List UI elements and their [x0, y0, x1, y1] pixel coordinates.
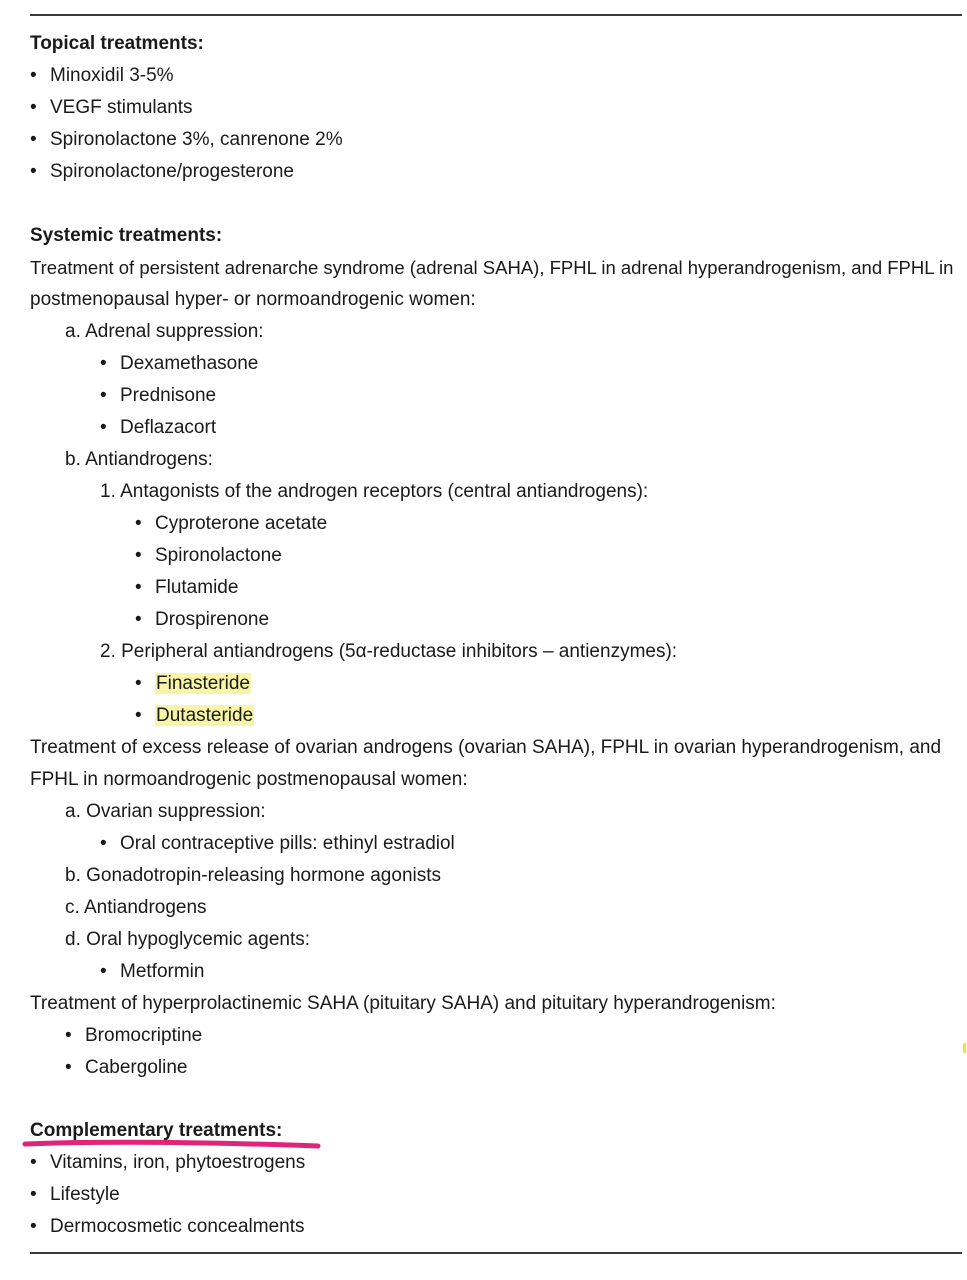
bullet-icon: • [135, 673, 142, 694]
list-item: • Bromocriptine [65, 1025, 203, 1046]
sublist-heading: b. Gonadotropin-releasing hormone agonists [65, 865, 442, 886]
bullet-icon: • [30, 161, 37, 182]
bottom-divider [30, 1252, 962, 1254]
list-item: • Lifestyle [30, 1184, 120, 1205]
list-item: • Dexamethasone [100, 353, 259, 374]
sublist-heading: d. Oral hypoglycemic agents: [65, 929, 311, 950]
sublist-heading: a. Ovarian suppression: [65, 801, 266, 822]
bullet-icon: • [100, 385, 107, 406]
list-item: • Spironolactone [135, 545, 282, 566]
list-item: • Dermocosmetic concealments [30, 1216, 305, 1237]
bullet-icon: • [100, 417, 107, 438]
highlight-mark [963, 1043, 966, 1053]
list-item: • Spironolactone/progesterone [30, 161, 295, 182]
systemic-heading: Systemic treatments: [30, 225, 223, 246]
list-item [135, 672, 251, 696]
list-item [135, 704, 254, 728]
bullet-icon: • [135, 609, 142, 630]
complementary-heading: Complementary treatments: [30, 1120, 283, 1141]
list-item: • Minoxidil 3-5% [30, 65, 174, 86]
list-item: • VEGF stimulants [30, 97, 193, 118]
bullet-icon: • [30, 65, 37, 86]
list-item: • Deflazacort [100, 417, 217, 438]
sublist-heading: a. Adrenal suppression: [65, 321, 264, 342]
bullet-icon: • [65, 1025, 72, 1046]
bullet-icon: • [30, 1152, 37, 1173]
list-item: • Cabergoline [65, 1057, 188, 1078]
paragraph-line: postmenopausal hyper- or normoandrogenic women: [30, 289, 476, 310]
paragraph-line: FPHL in normoandrogenic postmenopausal women: [30, 769, 468, 790]
bullet-icon: • [30, 1184, 37, 1205]
sublist-heading: 1. Antagonists of the androgen receptors (central antiandrogens): [100, 481, 649, 502]
bullet-icon: • [135, 545, 142, 566]
highlighted-text: Dutasteride [156, 705, 254, 726]
paragraph-line: Treatment of excess release of ovarian androgens (ovarian SAHA), FPHL in ovarian hyperandrogenism, and [30, 737, 942, 758]
list-item: • Metformin [100, 961, 205, 982]
sublist-heading: 2. Peripheral antiandrogens (5α-reductase inhibitors – antienzymes): [100, 641, 678, 662]
paragraph-line: Treatment of persistent adrenarche syndrome (adrenal SAHA), FPHL in adrenal hyperandrogenism, and FPHL in [30, 257, 954, 278]
list-item: • Cyproterone acetate [135, 513, 328, 534]
list-item: • Flutamide [135, 577, 239, 598]
list-item: • Vitamins, iron, phytoestrogens [30, 1152, 306, 1173]
bullet-icon: • [100, 961, 107, 982]
sublist-heading: c. Antiandrogens [65, 897, 207, 918]
top-divider [30, 14, 962, 16]
list-item: • Prednisone [100, 385, 217, 406]
list-item: • Drospirenone [135, 609, 270, 630]
list-item: • Oral contraceptive pills: ethinyl estradiol [100, 833, 455, 854]
bullet-icon: • [100, 353, 107, 374]
bullet-icon: • [135, 705, 142, 726]
highlighted-text: Finasteride [156, 673, 250, 694]
topical-heading: Topical treatments: [30, 33, 204, 54]
bullet-icon: • [65, 1057, 72, 1078]
bullet-icon: • [100, 833, 107, 854]
bullet-icon: • [135, 513, 142, 534]
bullet-icon: • [135, 577, 142, 598]
bullet-icon: • [30, 97, 37, 118]
list-item: • Spironolactone 3%, canrenone 2% [30, 129, 343, 150]
paragraph-line: Treatment of hyperprolactinemic SAHA (pituitary SAHA) and pituitary hyperandrogenism: [30, 993, 776, 1014]
bullet-icon: • [30, 1216, 37, 1237]
bullet-icon: • [30, 129, 37, 150]
sublist-heading: b. Antiandrogens: [65, 449, 213, 470]
